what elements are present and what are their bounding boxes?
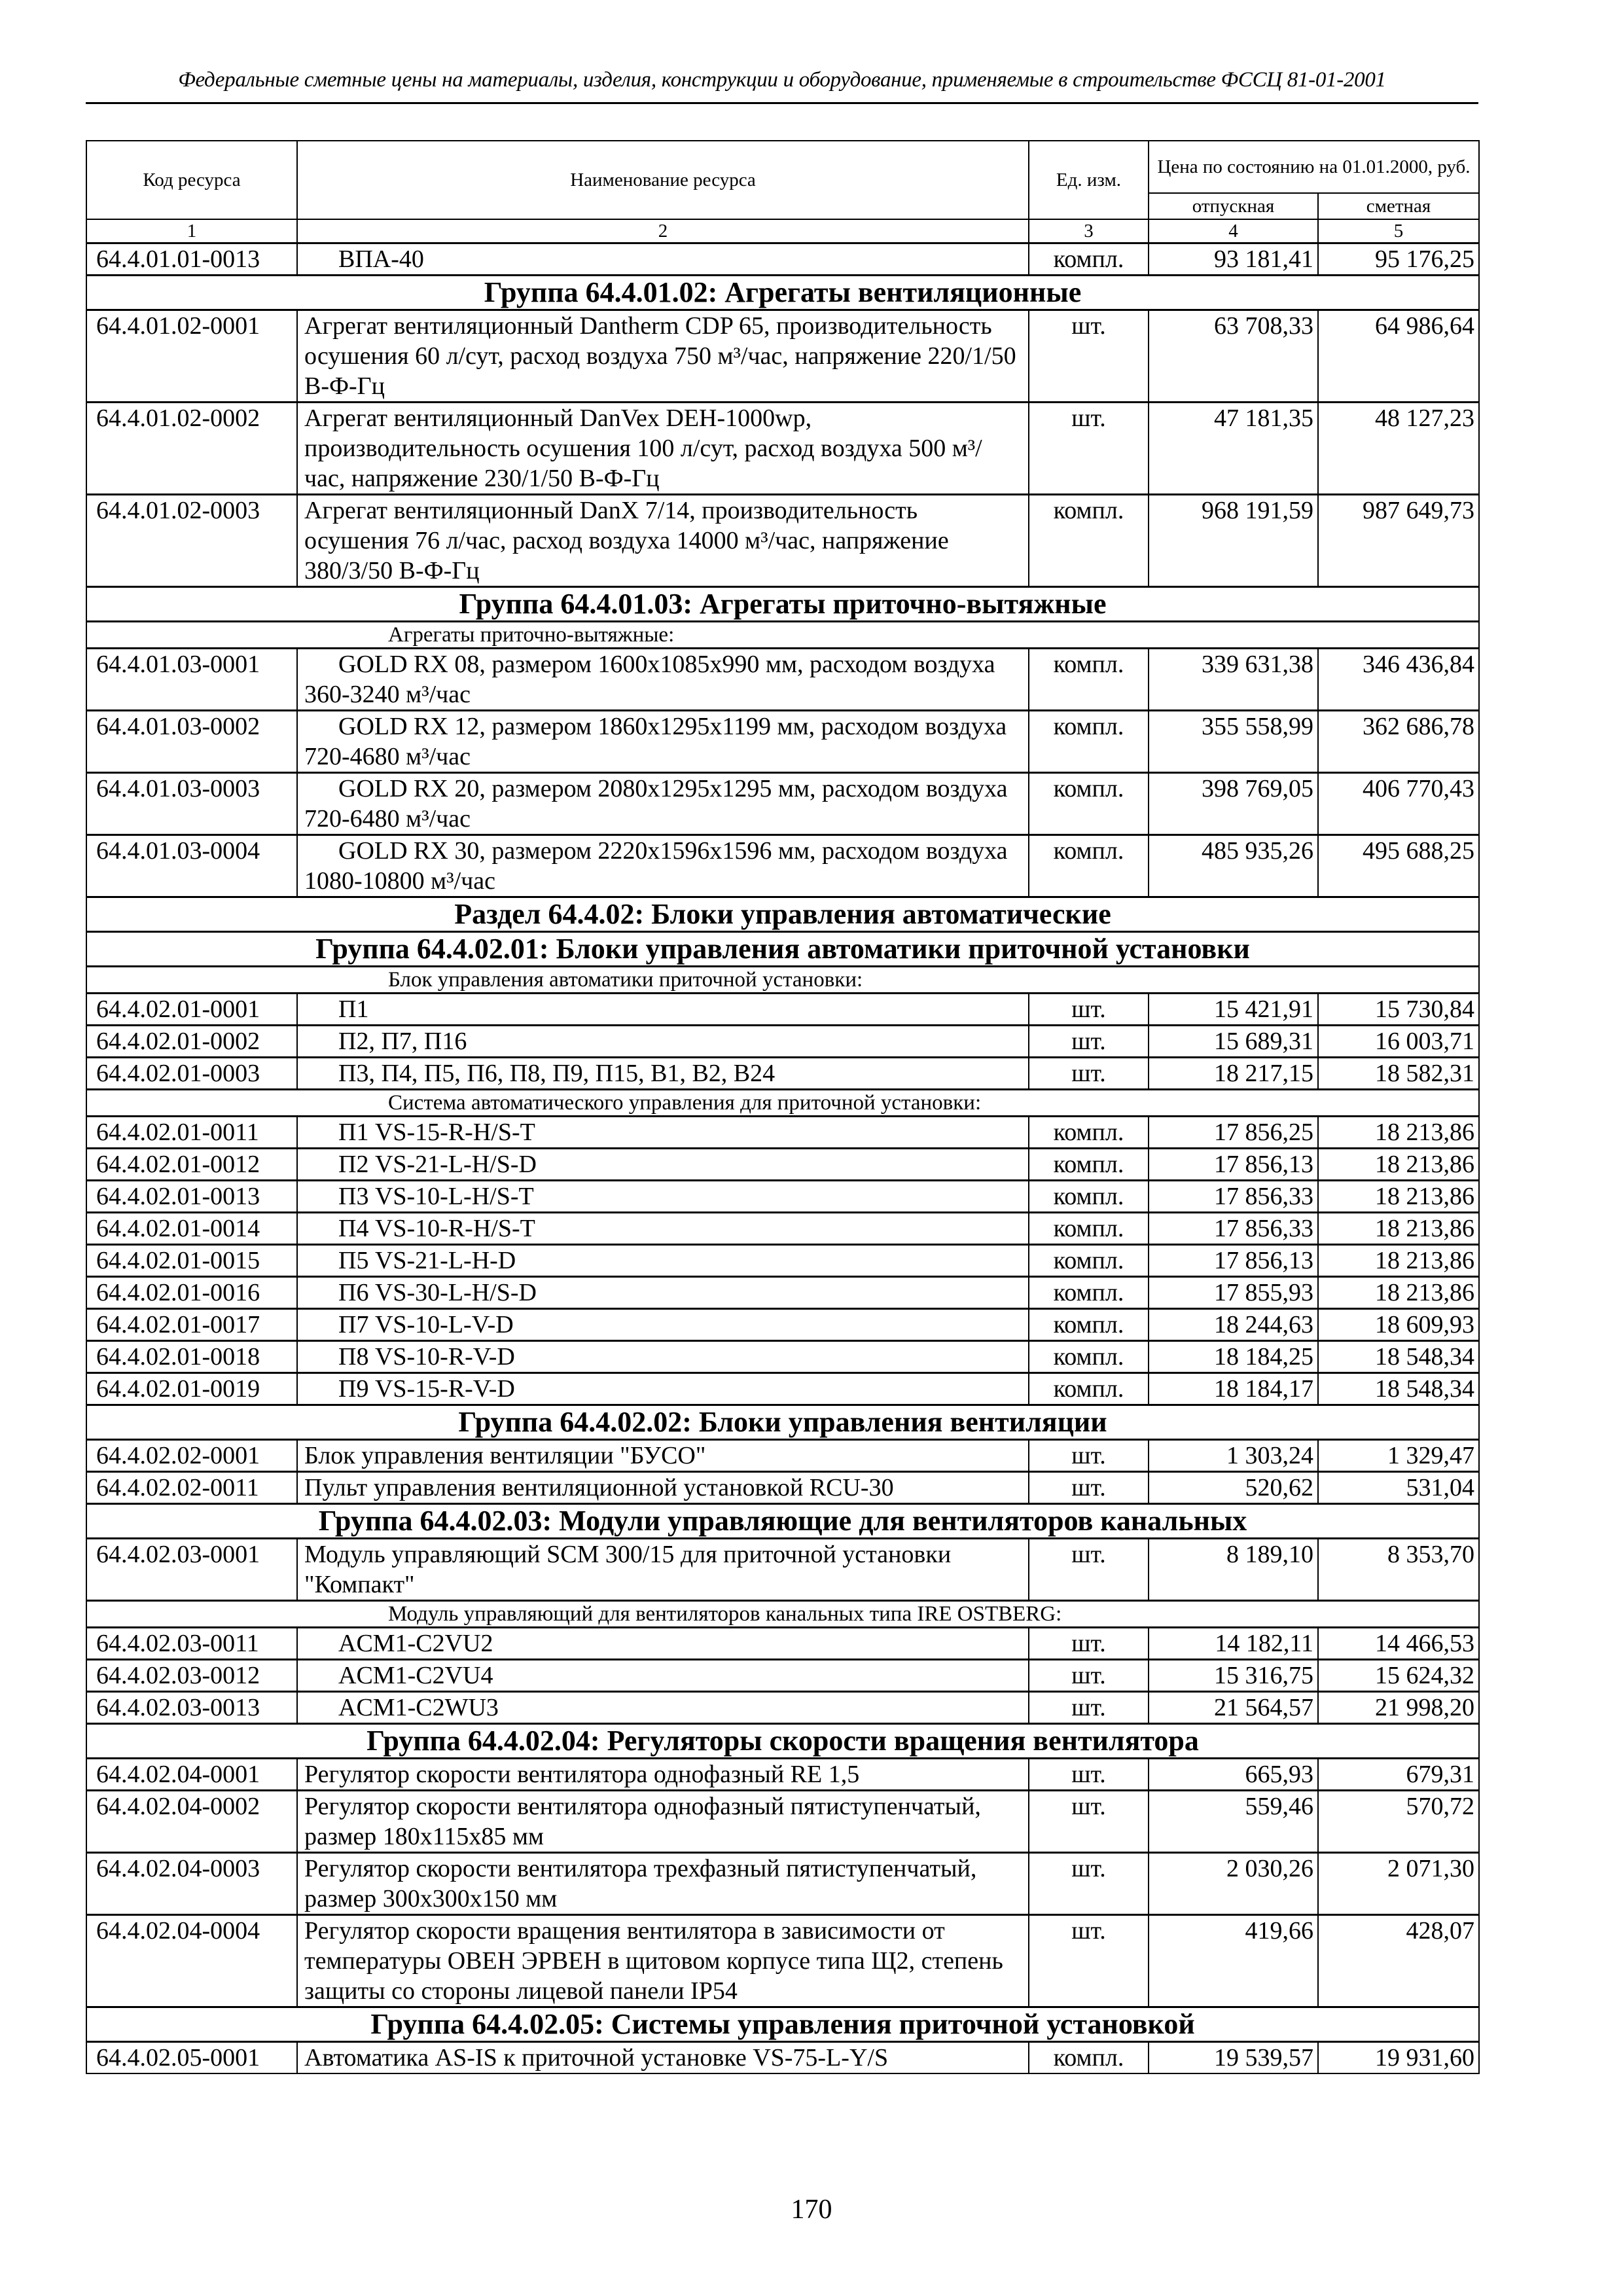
table-row — [86, 1277, 1479, 1309]
price-release: 17 856,13 — [1149, 1245, 1318, 1277]
resource-name-text: П1 VS-15-R-H/S-T — [338, 1119, 535, 1146]
running-header: Федеральные сметные цены на материалы, изделия, конструкции и оборудование, применяемые в строительстве ФССЦ 81-01-2001 — [178, 68, 1386, 92]
price-release: 15 316,75 — [1149, 1660, 1318, 1692]
price-release: 63 708,33 — [1149, 310, 1318, 403]
group-heading: Группа 64.4.02.01: Блоки управления автоматики приточной установки — [86, 932, 1479, 967]
price-release: 17 856,33 — [1149, 1213, 1318, 1245]
resource-name — [297, 773, 1029, 835]
resource-name-text: ACM1-C2VU2 — [338, 1630, 493, 1657]
table-row — [86, 1660, 1479, 1692]
price-release: 15 689,31 — [1149, 1026, 1318, 1058]
price-release: 17 856,33 — [1149, 1181, 1318, 1213]
unit: компл. — [1029, 495, 1149, 587]
unit: шт. — [1029, 1539, 1149, 1601]
group-heading-row — [86, 587, 1479, 622]
price-release: 18 244,63 — [1149, 1309, 1318, 1341]
unit: шт. — [1029, 1440, 1149, 1472]
resource-name — [297, 403, 1029, 495]
price-release: 339 631,38 — [1149, 649, 1318, 711]
resource-name-text: Модуль управляющий SCM 300/15 для приточной установки "Компакт" — [304, 1541, 952, 1598]
price-estimate: 18 213,86 — [1318, 1117, 1479, 1149]
resource-code: 64.4.02.04-0001 — [86, 1759, 297, 1791]
header-rule — [86, 102, 1478, 104]
resource-code: 64.4.02.04-0003 — [86, 1853, 297, 1915]
price-estimate: 48 127,23 — [1318, 403, 1479, 495]
unit: компл. — [1029, 773, 1149, 835]
price-release: 21 564,57 — [1149, 1692, 1318, 1724]
table-row — [86, 1058, 1479, 1090]
price-estimate: 406 770,43 — [1318, 773, 1479, 835]
table-row — [86, 649, 1479, 711]
col-header-code: Код ресурса — [86, 141, 297, 219]
table-row — [86, 1309, 1479, 1341]
subheading-row — [86, 967, 1479, 994]
table-row — [86, 1245, 1479, 1277]
unit: компл. — [1029, 1149, 1149, 1181]
page-number: 170 — [791, 2195, 832, 2225]
table-row — [86, 1373, 1479, 1405]
resource-name — [297, 1853, 1029, 1915]
table-row — [86, 994, 1479, 1026]
price-estimate: 15 624,32 — [1318, 1660, 1479, 1692]
table-row — [86, 1026, 1479, 1058]
resource-code: 64.4.01.02-0003 — [86, 495, 297, 587]
group-heading-row — [86, 2007, 1479, 2042]
subheading-row — [86, 622, 1479, 649]
price-release: 398 769,05 — [1149, 773, 1318, 835]
col-header-price-estimate: сметная — [1318, 193, 1479, 219]
price-release: 485 935,26 — [1149, 835, 1318, 897]
resource-code: 64.4.01.01-0013 — [86, 243, 297, 276]
price-estimate: 679,31 — [1318, 1759, 1479, 1791]
resource-name — [297, 1440, 1029, 1472]
resource-name-text: Регулятор скорости вентилятора однофазный пятиступенчатый, размер 180х115х85 мм — [304, 1793, 981, 1850]
unit: шт. — [1029, 1026, 1149, 1058]
price-release: 93 181,41 — [1149, 243, 1318, 276]
resource-code: 64.4.02.01-0018 — [86, 1341, 297, 1373]
subheading: Блок управления автоматики приточной установки: — [86, 967, 1479, 994]
resource-code: 64.4.02.01-0012 — [86, 1149, 297, 1181]
table-row — [86, 711, 1479, 773]
resource-code: 64.4.02.01-0003 — [86, 1058, 297, 1090]
resource-name — [297, 1117, 1029, 1149]
table-row — [86, 1853, 1479, 1915]
group-heading: Группа 64.4.02.05: Системы управления приточной установкой — [86, 2007, 1479, 2042]
group-heading-row — [86, 932, 1479, 967]
unit: компл. — [1029, 1245, 1149, 1277]
col-header-name: Наименование ресурса — [297, 141, 1029, 219]
price-release: 17 856,25 — [1149, 1117, 1318, 1149]
resource-code: 64.4.01.03-0003 — [86, 773, 297, 835]
resource-name-text: Блок управления вентиляции "БУСО" — [304, 1442, 706, 1469]
resource-name-text: Агрегат вентиляционный DanVex DEH-1000wp, производительность осушения 100 л/сут, расход воздуха 500 м³/час, напряжение 230/1/50 В-Ф-Гц — [304, 404, 982, 492]
resource-name — [297, 835, 1029, 897]
price-estimate: 14 466,53 — [1318, 1628, 1479, 1660]
unit: шт. — [1029, 310, 1149, 403]
subheading: Система автоматического управления для приточной установки: — [86, 1090, 1479, 1117]
resource-name — [297, 1058, 1029, 1090]
unit: компл. — [1029, 1117, 1149, 1149]
unit: шт. — [1029, 1472, 1149, 1504]
resource-code: 64.4.02.01-0011 — [86, 1117, 297, 1149]
resource-name — [297, 243, 1029, 276]
unit: компл. — [1029, 243, 1149, 276]
resource-name — [297, 1026, 1029, 1058]
resource-name-text: GOLD RX 12, размером 1860х1295х1199 мм, расходом воздуха 720-4680 м³/час — [304, 713, 1007, 770]
table-body — [86, 243, 1479, 2074]
price-estimate: 18 548,34 — [1318, 1341, 1479, 1373]
table-row — [86, 1213, 1479, 1245]
price-estimate: 362 686,78 — [1318, 711, 1479, 773]
resource-code: 64.4.02.01-0019 — [86, 1373, 297, 1405]
group-heading: Группа 64.4.01.02: Агрегаты вентиляционные — [86, 276, 1479, 310]
price-estimate: 19 931,60 — [1318, 2042, 1479, 2074]
table-row — [86, 310, 1479, 403]
subheading: Агрегаты приточно-вытяжные: — [86, 622, 1479, 649]
table-row — [86, 1181, 1479, 1213]
price-estimate: 428,07 — [1318, 1915, 1479, 2007]
resource-name-text: Агрегат вентиляционный DanX 7/14, производительность осушения 76 л/час, расход воздуха 14000 м³/час, напряжение 380/3/50 В-Ф-Гц — [304, 497, 949, 584]
resource-name — [297, 1660, 1029, 1692]
group-heading-row — [86, 276, 1479, 310]
price-estimate: 18 609,93 — [1318, 1309, 1479, 1341]
group-heading-row — [86, 897, 1479, 932]
price-estimate: 18 548,34 — [1318, 1373, 1479, 1405]
resource-code: 64.4.02.01-0013 — [86, 1181, 297, 1213]
resource-name — [297, 310, 1029, 403]
resource-name-text: П3 VS-10-L-H/S-T — [338, 1183, 534, 1210]
table-row — [86, 1692, 1479, 1724]
unit: компл. — [1029, 835, 1149, 897]
price-release: 1 303,24 — [1149, 1440, 1318, 1472]
resource-name — [297, 1277, 1029, 1309]
unit: компл. — [1029, 1373, 1149, 1405]
unit: шт. — [1029, 1058, 1149, 1090]
resource-name — [297, 1628, 1029, 1660]
resource-name — [297, 1539, 1029, 1601]
resource-name — [297, 1341, 1029, 1373]
resource-name — [297, 1472, 1029, 1504]
unit: компл. — [1029, 1213, 1149, 1245]
unit: шт. — [1029, 1915, 1149, 2007]
price-estimate: 495 688,25 — [1318, 835, 1479, 897]
unit: шт. — [1029, 1692, 1149, 1724]
resource-code: 64.4.02.01-0014 — [86, 1213, 297, 1245]
unit: шт. — [1029, 403, 1149, 495]
price-release: 18 184,17 — [1149, 1373, 1318, 1405]
resource-name-text: GOLD RX 08, размером 1600х1085х990 мм, расходом воздуха 360-3240 м³/час — [304, 651, 995, 708]
resource-name-text: П8 VS-10-R-V-D — [338, 1343, 515, 1371]
group-heading: Группа 64.4.02.04: Регуляторы скорости вращения вентилятора — [86, 1724, 1479, 1759]
resource-code: 64.4.02.03-0013 — [86, 1692, 297, 1724]
resource-code: 64.4.02.01-0002 — [86, 1026, 297, 1058]
resource-name-text: П2 VS-21-L-H/S-D — [338, 1151, 537, 1178]
price-estimate: 1 329,47 — [1318, 1440, 1479, 1472]
resource-code: 64.4.02.02-0001 — [86, 1440, 297, 1472]
resource-name-text: П1 — [338, 996, 369, 1023]
table-row — [86, 2042, 1479, 2074]
table-row — [86, 1341, 1479, 1373]
price-release: 968 191,59 — [1149, 495, 1318, 587]
table-row — [86, 243, 1479, 276]
resource-name — [297, 1213, 1029, 1245]
resource-code: 64.4.02.04-0002 — [86, 1791, 297, 1853]
resource-name-text: Автоматика AS-IS к приточной установке VS-75-L-Y/S — [304, 2044, 889, 2072]
resource-code: 64.4.02.01-0015 — [86, 1245, 297, 1277]
resource-name-text: П2, П7, П16 — [338, 1028, 467, 1055]
table-row — [86, 403, 1479, 495]
table-row — [86, 1149, 1479, 1181]
resource-code: 64.4.01.02-0002 — [86, 403, 297, 495]
resource-code: 64.4.02.04-0004 — [86, 1915, 297, 2007]
price-estimate: 18 213,86 — [1318, 1213, 1479, 1245]
table-row — [86, 1472, 1479, 1504]
price-release: 419,66 — [1149, 1915, 1318, 2007]
unit: шт. — [1029, 1791, 1149, 1853]
resource-name — [297, 711, 1029, 773]
resource-name-text: Агрегат вентиляционный Dantherm CDP 65, производительность осушения 60 л/сут, расход воздуха 750 м³/час, напряжение 220/1/50 В-Ф-Гц — [304, 312, 1016, 400]
price-release: 8 189,10 — [1149, 1539, 1318, 1601]
resource-name-text: П7 VS-10-L-V-D — [338, 1311, 514, 1338]
resource-code: 64.4.01.03-0001 — [86, 649, 297, 711]
resource-name-text: Пульт управления вентиляционной установкой RCU-30 — [304, 1474, 894, 1501]
resource-name — [297, 1149, 1029, 1181]
price-estimate: 18 213,86 — [1318, 1181, 1479, 1213]
resource-name-text: GOLD RX 30, размером 2220х1596х1596 мм, расходом воздуха 1080-10800 м³/час — [304, 837, 1008, 895]
group-heading-row — [86, 1504, 1479, 1539]
price-release: 18 217,15 — [1149, 1058, 1318, 1090]
resource-code: 64.4.02.05-0001 — [86, 2042, 297, 2074]
unit: компл. — [1029, 2042, 1149, 2074]
price-estimate: 987 649,73 — [1318, 495, 1479, 587]
unit: компл. — [1029, 1277, 1149, 1309]
col-number-4: 4 — [1149, 219, 1318, 243]
unit: компл. — [1029, 1309, 1149, 1341]
price-estimate: 18 213,86 — [1318, 1245, 1479, 1277]
group-heading: Раздел 64.4.02: Блоки управления автоматические — [86, 897, 1479, 932]
unit: шт. — [1029, 1660, 1149, 1692]
resource-name-text: П6 VS-30-L-H/S-D — [338, 1279, 537, 1306]
resource-name-text: П4 VS-10-R-H/S-T — [338, 1215, 535, 1242]
unit: шт. — [1029, 994, 1149, 1026]
price-release: 14 182,11 — [1149, 1628, 1318, 1660]
price-estimate: 18 582,31 — [1318, 1058, 1479, 1090]
resource-code: 64.4.01.03-0002 — [86, 711, 297, 773]
resource-name — [297, 1692, 1029, 1724]
price-release: 355 558,99 — [1149, 711, 1318, 773]
group-heading: Группа 64.4.02.02: Блоки управления вентиляции — [86, 1405, 1479, 1440]
unit: компл. — [1029, 711, 1149, 773]
resource-name-text: Регулятор скорости вентилятора трехфазный пятиступенчатый, размер 300х300х150 мм — [304, 1855, 977, 1912]
table-row — [86, 1759, 1479, 1791]
unit: шт. — [1029, 1853, 1149, 1915]
unit: шт. — [1029, 1759, 1149, 1791]
price-release: 18 184,25 — [1149, 1341, 1318, 1373]
resource-name-text: ВПА-40 — [338, 245, 424, 273]
price-estimate: 16 003,71 — [1318, 1026, 1479, 1058]
resource-name-text: GOLD RX 20, размером 2080х1295х1295 мм, расходом воздуха 720-6480 м³/час — [304, 775, 1008, 833]
price-release: 17 855,93 — [1149, 1277, 1318, 1309]
unit: компл. — [1029, 1181, 1149, 1213]
resource-code: 64.4.02.01-0016 — [86, 1277, 297, 1309]
price-release: 559,46 — [1149, 1791, 1318, 1853]
price-estimate: 531,04 — [1318, 1472, 1479, 1504]
resource-code: 64.4.01.03-0004 — [86, 835, 297, 897]
resource-name — [297, 649, 1029, 711]
price-estimate: 18 213,86 — [1318, 1149, 1479, 1181]
resource-name — [297, 994, 1029, 1026]
resource-name-text: П5 VS-21-L-H-D — [338, 1247, 516, 1274]
resource-name — [297, 1759, 1029, 1791]
resource-name-text: ACM1-C2WU3 — [338, 1694, 499, 1721]
resource-name — [297, 1181, 1029, 1213]
resource-name — [297, 1915, 1029, 2007]
resource-code: 64.4.02.03-0011 — [86, 1628, 297, 1660]
col-header-unit: Ед. изм. — [1029, 141, 1149, 219]
resource-code: 64.4.02.01-0017 — [86, 1309, 297, 1341]
resource-name — [297, 2042, 1029, 2074]
resource-name-text: Регулятор скорости вращения вентилятора в зависимости от температуры ОВЕН ЭРВЕН в щитовом корпусе типа Щ2, степень защиты со стороны лицевой панели IP54 — [304, 1917, 1003, 2005]
price-release: 665,93 — [1149, 1759, 1318, 1791]
col-header-price-release: отпускная — [1149, 193, 1318, 219]
resource-name-text: П9 VS-15-R-V-D — [338, 1375, 515, 1403]
group-heading-row — [86, 1724, 1479, 1759]
resource-code: 64.4.02.03-0001 — [86, 1539, 297, 1601]
resource-name — [297, 1245, 1029, 1277]
table-row — [86, 835, 1479, 897]
resource-name — [297, 1309, 1029, 1341]
resource-name — [297, 495, 1029, 587]
price-estimate: 64 986,64 — [1318, 310, 1479, 403]
resource-code: 64.4.01.02-0001 — [86, 310, 297, 403]
subheading-row — [86, 1090, 1479, 1117]
col-number-1: 1 — [86, 219, 297, 243]
price-release: 15 421,91 — [1149, 994, 1318, 1026]
price-estimate: 18 213,86 — [1318, 1277, 1479, 1309]
table-row — [86, 1440, 1479, 1472]
price-estimate: 2 071,30 — [1318, 1853, 1479, 1915]
group-heading: Группа 64.4.02.03: Модули управляющие для вентиляторов канальных — [86, 1504, 1479, 1539]
resource-name — [297, 1791, 1029, 1853]
price-estimate: 15 730,84 — [1318, 994, 1479, 1026]
price-release: 47 181,35 — [1149, 403, 1318, 495]
resource-code: 64.4.02.03-0012 — [86, 1660, 297, 1692]
price-release: 17 856,13 — [1149, 1149, 1318, 1181]
price-estimate: 570,72 — [1318, 1791, 1479, 1853]
table-row — [86, 1791, 1479, 1853]
group-heading-row — [86, 1405, 1479, 1440]
resource-name-text: Регулятор скорости вентилятора однофазный RE 1,5 — [304, 1761, 860, 1788]
price-estimate: 8 353,70 — [1318, 1539, 1479, 1601]
unit: компл. — [1029, 649, 1149, 711]
resource-name-text: П3, П4, П5, П6, П8, П9, П15, В1, В2, В24 — [338, 1060, 776, 1087]
table-row — [86, 495, 1479, 587]
unit: компл. — [1029, 1341, 1149, 1373]
price-estimate: 346 436,84 — [1318, 649, 1479, 711]
price-release: 19 539,57 — [1149, 2042, 1318, 2074]
table-row — [86, 1117, 1479, 1149]
price-estimate: 95 176,25 — [1318, 243, 1479, 276]
price-release: 520,62 — [1149, 1472, 1318, 1504]
table-row — [86, 1915, 1479, 2007]
col-number-3: 3 — [1029, 219, 1149, 243]
subheading: Модуль управляющий для вентиляторов канальных типа IRE OSTBERG: — [86, 1601, 1479, 1628]
table-row — [86, 773, 1479, 835]
resource-code: 64.4.02.02-0011 — [86, 1472, 297, 1504]
resource-name — [297, 1373, 1029, 1405]
table-row — [86, 1628, 1479, 1660]
col-number-2: 2 — [297, 219, 1029, 243]
unit: шт. — [1029, 1628, 1149, 1660]
price-table — [86, 140, 1480, 2074]
subheading-row — [86, 1601, 1479, 1628]
price-release: 2 030,26 — [1149, 1853, 1318, 1915]
table-row — [86, 1539, 1479, 1601]
col-header-price: Цена по состоянию на 01.01.2000, руб. — [1149, 141, 1479, 193]
resource-code: 64.4.02.01-0001 — [86, 994, 297, 1026]
group-heading: Группа 64.4.01.03: Агрегаты приточно-вытяжные — [86, 587, 1479, 622]
price-estimate: 21 998,20 — [1318, 1692, 1479, 1724]
col-number-5: 5 — [1318, 219, 1479, 243]
resource-name-text: ACM1-C2VU4 — [338, 1662, 493, 1689]
